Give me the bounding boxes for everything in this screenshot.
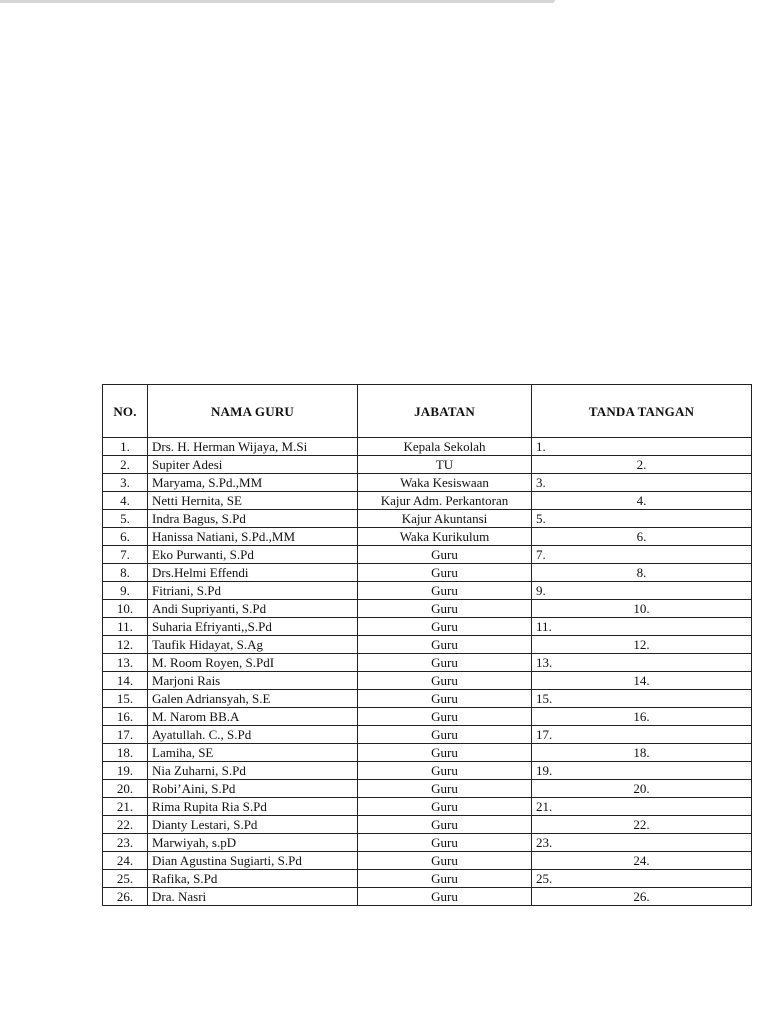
teacher-position: Guru xyxy=(358,672,532,690)
row-number: 25. xyxy=(103,870,148,888)
row-number: 2. xyxy=(103,456,148,474)
header-row xyxy=(103,385,752,438)
teacher-name: Marwiyah, s.pD xyxy=(148,834,358,852)
signature-cell: 5. xyxy=(532,510,752,528)
table-row xyxy=(103,618,752,636)
table-row xyxy=(103,690,752,708)
row-number: 5. xyxy=(103,510,148,528)
table-row xyxy=(103,582,752,600)
teacher-position: Guru xyxy=(358,870,532,888)
teacher-name: Dian Agustina Sugiarti, S.Pd xyxy=(148,852,358,870)
teacher-position: Guru xyxy=(358,726,532,744)
header-no: NO. xyxy=(103,385,148,438)
signature-cell: 1. xyxy=(532,438,752,456)
teacher-position: Guru xyxy=(358,546,532,564)
table-row xyxy=(103,744,752,762)
row-number: 8. xyxy=(103,564,148,582)
row-number: 24. xyxy=(103,852,148,870)
row-number: 6. xyxy=(103,528,148,546)
teacher-position: Guru xyxy=(358,798,532,816)
signature-cell: 15. xyxy=(532,690,752,708)
header-tanda-tangan: TANDA TANGAN xyxy=(532,385,752,438)
header-nama-guru: NAMA GURU xyxy=(148,385,358,438)
teacher-name: Dra. Nasri xyxy=(148,888,358,906)
table-row xyxy=(103,672,752,690)
signature-cell: 25. xyxy=(532,870,752,888)
teacher-name: Indra Bagus, S.Pd xyxy=(148,510,358,528)
row-number: 3. xyxy=(103,474,148,492)
teacher-name: Netti Hernita, SE xyxy=(148,492,358,510)
signature-cell: 2. xyxy=(532,456,752,474)
row-number: 26. xyxy=(103,888,148,906)
table-row xyxy=(103,474,752,492)
row-number: 9. xyxy=(103,582,148,600)
signature-cell: 6. xyxy=(532,528,752,546)
table-row xyxy=(103,798,752,816)
table-row xyxy=(103,600,752,618)
table-row xyxy=(103,564,752,582)
teacher-position: Guru xyxy=(358,582,532,600)
teacher-position: Guru xyxy=(358,690,532,708)
teacher-position: TU xyxy=(358,456,532,474)
top-scroll-bar xyxy=(0,0,555,3)
signature-cell: 22. xyxy=(532,816,752,834)
table-row xyxy=(103,492,752,510)
teacher-name: Eko Purwanti, S.Pd xyxy=(148,546,358,564)
row-number: 4. xyxy=(103,492,148,510)
teacher-position: Guru xyxy=(358,708,532,726)
table-row xyxy=(103,546,752,564)
table-row xyxy=(103,726,752,744)
row-number: 12. xyxy=(103,636,148,654)
signature-cell: 9. xyxy=(532,582,752,600)
teacher-name: Dianty Lestari, S.Pd xyxy=(148,816,358,834)
row-number: 21. xyxy=(103,798,148,816)
signature-cell: 16. xyxy=(532,708,752,726)
table-row xyxy=(103,438,752,456)
teacher-position: Guru xyxy=(358,780,532,798)
teacher-name: Rima Rupita Ria S.Pd xyxy=(148,798,358,816)
table-row xyxy=(103,762,752,780)
teacher-position: Guru xyxy=(358,636,532,654)
teacher-position: Guru xyxy=(358,834,532,852)
signature-cell: 21. xyxy=(532,798,752,816)
teacher-name: Andi Supriyanti, S.Pd xyxy=(148,600,358,618)
signature-cell: 4. xyxy=(532,492,752,510)
row-number: 1. xyxy=(103,438,148,456)
teacher-position: Guru xyxy=(358,816,532,834)
signature-cell: 7. xyxy=(532,546,752,564)
row-number: 15. xyxy=(103,690,148,708)
teacher-position: Waka Kurikulum xyxy=(358,528,532,546)
teacher-position: Guru xyxy=(358,762,532,780)
signature-cell: 13. xyxy=(532,654,752,672)
row-number: 14. xyxy=(103,672,148,690)
table-row xyxy=(103,636,752,654)
row-number: 16. xyxy=(103,708,148,726)
row-number: 19. xyxy=(103,762,148,780)
table-row xyxy=(103,852,752,870)
teacher-position: Guru xyxy=(358,654,532,672)
teacher-name: Suharia Efriyanti,,S.Pd xyxy=(148,618,358,636)
teacher-position: Kajur Akuntansi xyxy=(358,510,532,528)
signature-cell: 18. xyxy=(532,744,752,762)
teacher-position: Kepala Sekolah xyxy=(358,438,532,456)
teacher-name: Maryama, S.Pd.,MM xyxy=(148,474,358,492)
teacher-name: Ayatullah. C., S.Pd xyxy=(148,726,358,744)
table-row xyxy=(103,888,752,906)
signature-cell: 19. xyxy=(532,762,752,780)
signature-cell: 14. xyxy=(532,672,752,690)
teacher-name: Drs. H. Herman Wijaya, M.Si xyxy=(148,438,358,456)
signature-cell: 20. xyxy=(532,780,752,798)
signature-cell: 24. xyxy=(532,852,752,870)
teacher-signature-table xyxy=(102,384,752,906)
signature-cell: 23. xyxy=(532,834,752,852)
teacher-name: Rafika, S.Pd xyxy=(148,870,358,888)
teacher-name: Supiter Adesi xyxy=(148,456,358,474)
teacher-name: Robi’Aini, S.Pd xyxy=(148,780,358,798)
teacher-position: Guru xyxy=(358,888,532,906)
teacher-name: Marjoni Rais xyxy=(148,672,358,690)
teacher-position: Guru xyxy=(358,600,532,618)
table-row xyxy=(103,528,752,546)
teacher-name: Galen Adriansyah, S.E xyxy=(148,690,358,708)
table-row xyxy=(103,816,752,834)
teacher-name: Drs.Helmi Effendi xyxy=(148,564,358,582)
teacher-position: Guru xyxy=(358,618,532,636)
teacher-name: M. Room Royen, S.PdI xyxy=(148,654,358,672)
signature-cell: 11. xyxy=(532,618,752,636)
teacher-position: Guru xyxy=(358,852,532,870)
row-number: 20. xyxy=(103,780,148,798)
table-row xyxy=(103,834,752,852)
signature-cell: 17. xyxy=(532,726,752,744)
row-number: 18. xyxy=(103,744,148,762)
teacher-position: Waka Kesiswaan xyxy=(358,474,532,492)
row-number: 17. xyxy=(103,726,148,744)
signature-cell: 10. xyxy=(532,600,752,618)
signature-cell: 26. xyxy=(532,888,752,906)
table-row xyxy=(103,870,752,888)
header-jabatan: JABATAN xyxy=(358,385,532,438)
teacher-name: Hanissa Natiani, S.Pd.,MM xyxy=(148,528,358,546)
table-row xyxy=(103,456,752,474)
signature-cell: 3. xyxy=(532,474,752,492)
table-row xyxy=(103,510,752,528)
table-body xyxy=(103,438,752,906)
row-number: 11. xyxy=(103,618,148,636)
row-number: 23. xyxy=(103,834,148,852)
teacher-name: Nia Zuharni, S.Pd xyxy=(148,762,358,780)
teacher-position: Guru xyxy=(358,564,532,582)
teacher-name: M. Narom BB.A xyxy=(148,708,358,726)
teacher-name: Lamiha, SE xyxy=(148,744,358,762)
teacher-position: Kajur Adm. Perkantoran xyxy=(358,492,532,510)
row-number: 7. xyxy=(103,546,148,564)
signature-cell: 12. xyxy=(532,636,752,654)
signature-cell: 8. xyxy=(532,564,752,582)
table-row xyxy=(103,708,752,726)
teacher-position: Guru xyxy=(358,744,532,762)
teacher-name: Taufik Hidayat, S.Ag xyxy=(148,636,358,654)
table-row xyxy=(103,654,752,672)
teacher-name: Fitriani, S.Pd xyxy=(148,582,358,600)
row-number: 10. xyxy=(103,600,148,618)
row-number: 22. xyxy=(103,816,148,834)
table-row xyxy=(103,780,752,798)
row-number: 13. xyxy=(103,654,148,672)
